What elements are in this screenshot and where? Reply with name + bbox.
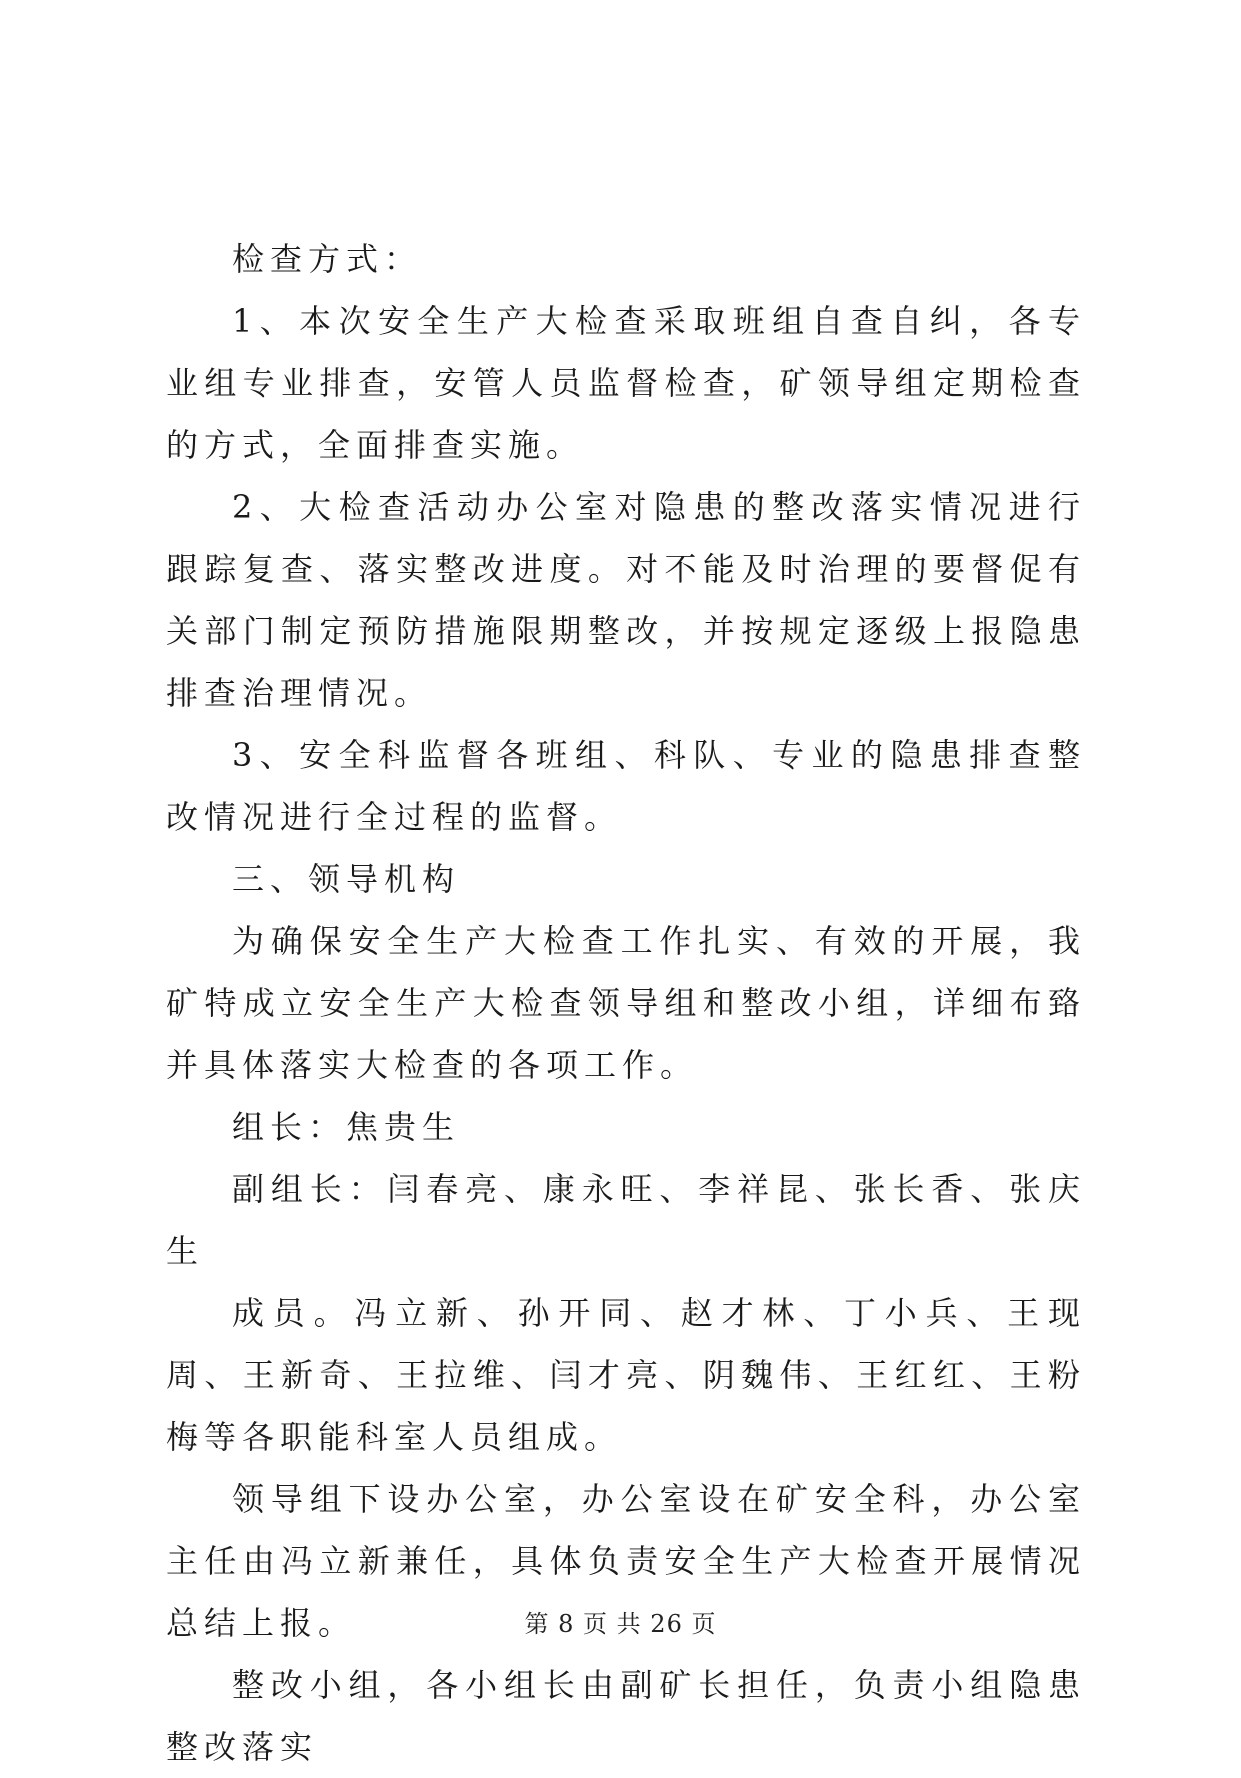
paragraph-members: 成员。冯立新、孙开同、赵才林、丁小兵、王现周、王新奇、王拉维、闫才亮、阴魏伟、王红红、王粉梅等各职能科室人员组成。 (166, 1294, 1086, 1456)
paragraph-inspection-item-3: 3、安全科监督各班组、科队、专业的隐患排查整改情况进行全过程的监督。 (166, 736, 1086, 836)
document-body (166, 228, 1086, 1778)
paragraph-deputy-leaders: 副组长：闫春亮、康永旺、李祥昆、张长香、张庆生 (166, 1170, 1086, 1270)
paragraph-rectification-group: 整改小组，各小组长由副矿长担任，负责小组隐患整改落实 (166, 1666, 1086, 1766)
paragraph-inspection-method-heading: 检查方式： (232, 240, 423, 278)
paragraph-leadership-intro: 为确保安全生产大检查工作扎实、有效的开展，我矿特成立安全生产大检查领导组和整改小组，详细布臵并具体落实大检查的各项工作。 (166, 922, 1086, 1084)
paragraph-office: 领导组下设办公室，办公室设在矿安全科，办公室主任由冯立新兼任，具体负责安全生产大检查开展情况总结上报。 (166, 1480, 1086, 1642)
paragraph-group-leader: 组长：焦贵生 (232, 1108, 461, 1146)
section-heading-leadership: 三、领导机构 (232, 860, 461, 898)
paragraph-inspection-item-2: 2、大检查活动办公室对隐患的整改落实情况进行跟踪复查、落实整改进度。对不能及时治理的要督促有关部门制定预防措施限期整改，并按规定逐级上报隐患排查治理情况。 (166, 488, 1086, 712)
paragraph-inspection-item-1: 1、本次安全生产大检查采取班组自查自纠，各专业组专业排查，安管人员监督检查，矿领导组定期检查的方式，全面排查实施。 (166, 302, 1086, 464)
page-number-footer: 第 8 页 共 26 页 (524, 1610, 717, 1638)
